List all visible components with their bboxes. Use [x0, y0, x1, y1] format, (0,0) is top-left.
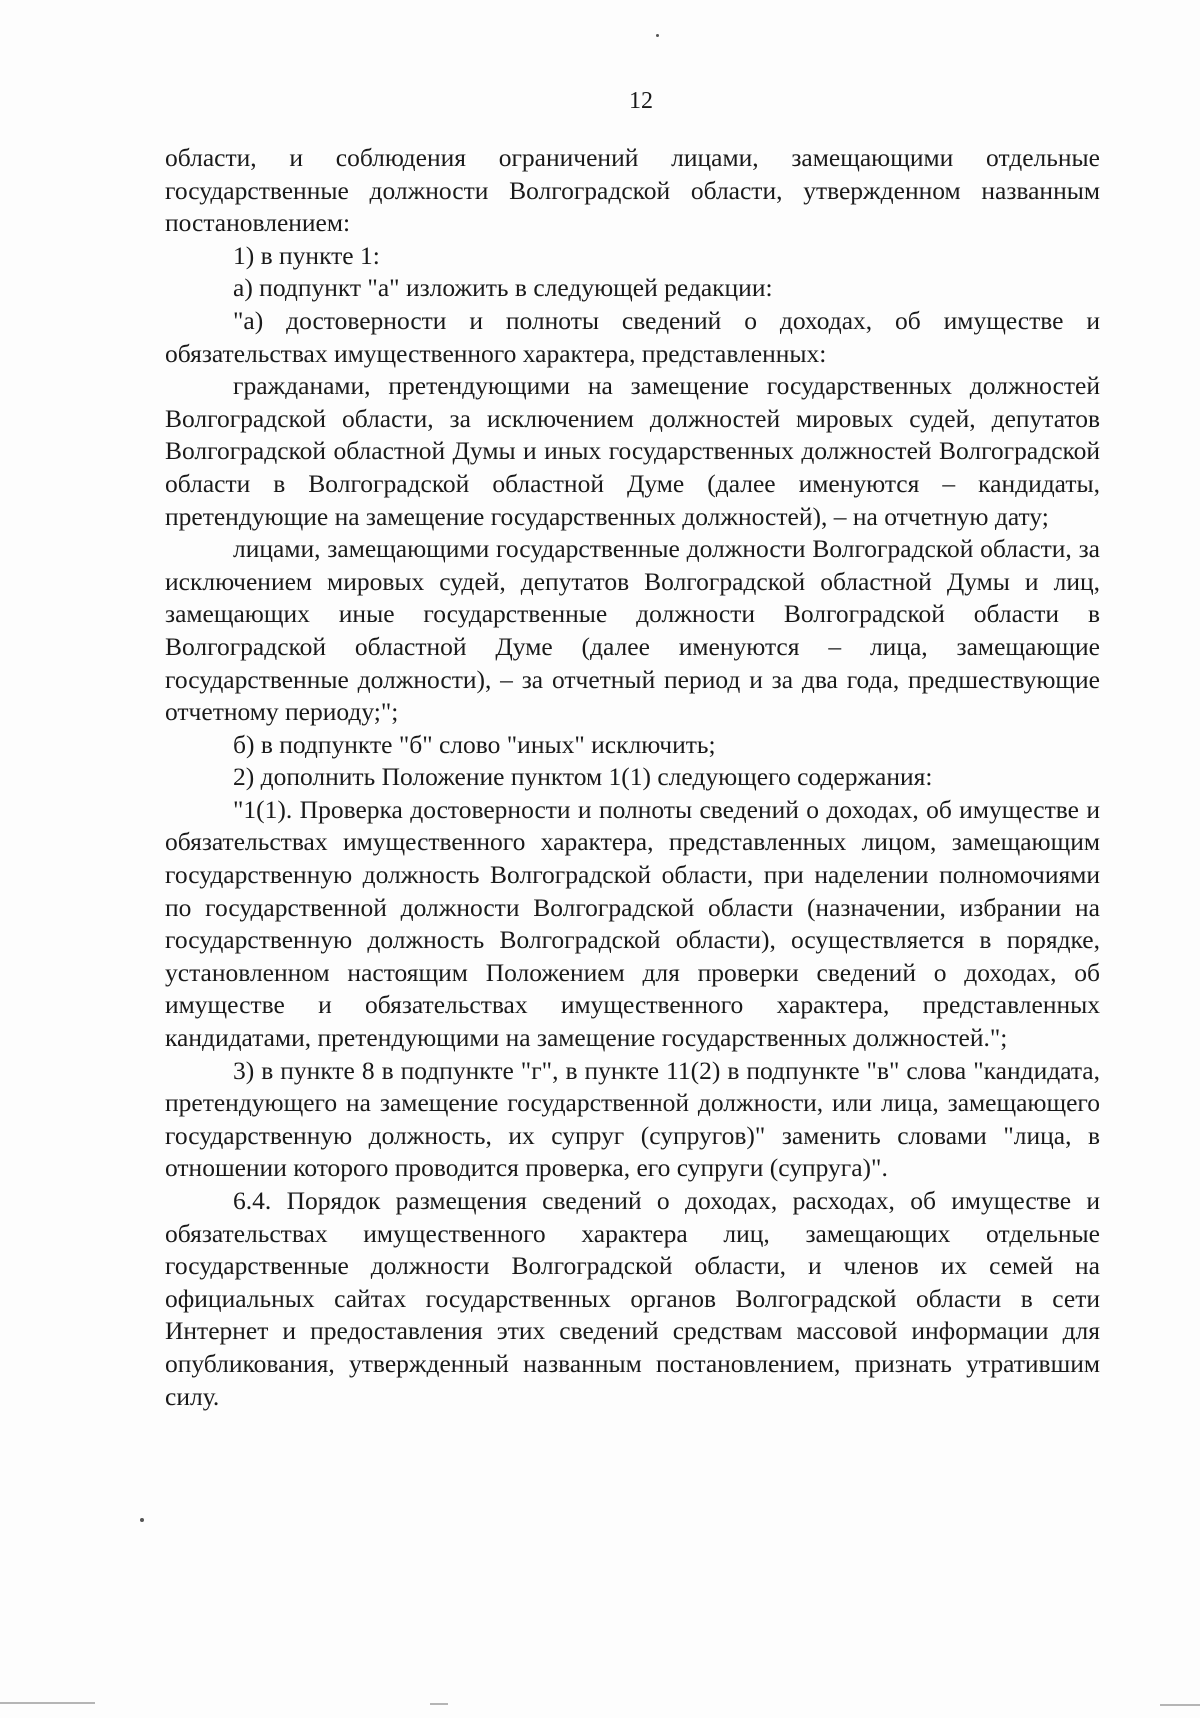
scan-speck: [656, 34, 659, 37]
paragraph-10: 3) в пункте 8 в подпункте "г", в пункте 11(2) в подпункте "в" слова "кандидата, претендующего на замещение государственной должности, или лица, замещающего государственную должность, их супруг (супругов)" заменить словами "лица, в отношении которого проводится проверка, его супруги (супруга)".: [165, 1055, 1100, 1183]
paragraph-9: "1(1). Проверка достоверности и полноты сведений о доходах, об имуществе и обязательствах имущественного характера, представленных лицом, замещающим государственную должность Волгоградской области, при наделении полномочиями по государственной должности Волгоградской области (назначении, избрании на государственную должность Волгоградской области), осуществляется в порядке, установленном настоящим Положением для проверки сведений о доходах, об имуществе и обязательствах имущественного характера, представленных кандидатами, претендующими на замещение государственных должностей.";: [165, 794, 1100, 1053]
paragraph-5: гражданами, претендующими на замещение государственных должностей Волгоградской области, за исключением должностей мировых судей, депутатов Волгоградской областной Думы и иных государственных должностей Волгоградской области в Волгоградской областной Думе (далее именуются – кандидаты, претендующие на замещение государственных должностей), – на отчетную дату;: [165, 371, 1100, 531]
paragraph-4: "а) достоверности и полноты сведений о доходах, об имуществе и обязательствах имущественного характера, представленных:: [165, 305, 1100, 368]
scan-edge-mark: [1160, 1704, 1200, 1706]
paragraph-11: 6.4. Порядок размещения сведений о доходах, расходах, об имуществе и обязательствах имущественного характера лиц, замещающих отдельные государственные должности Волгоградской области, и членов их семей на официальных сайтах государственных органов Волгоградской области в сети Интернет и предоставления этих сведений средствам массовой информации для опубликования, утвержденный названным постановлением, признать утратившим силу.: [165, 1186, 1100, 1411]
scan-speck: [140, 1518, 144, 1522]
paragraph-1: области, и соблюдения ограничений лицами, замещающими отдельные государственные должности Волгоградской области, утвержденном названным постановлением:: [165, 143, 1100, 238]
paragraph-2: 1) в пункте 1:: [233, 240, 380, 270]
paragraph-7: б) в подпункте "б" слово "иных" исключить;: [233, 729, 716, 759]
document-body: [165, 142, 1100, 1413]
paragraph-8: 2) дополнить Положение пунктом 1(1) следующего содержания:: [233, 762, 933, 792]
paragraph-3: а) подпункт "а" изложить в следующей редакции:: [233, 273, 773, 303]
scan-edge-mark: [0, 1702, 95, 1704]
paragraph-6: лицами, замещающими государственные должности Волгоградской области, за исключением мировых судей, депутатов Волгоградской областной Думы и лиц, замещающих иные государственные должности Волгоградской области в Волгоградской областной Думе (далее именуются – лица, замещающие государственные должности), – за отчетный период и за два года, предшествующие отчетному периоду;";: [165, 534, 1100, 727]
page-number: 12: [629, 88, 653, 114]
scan-edge-mark: [430, 1703, 448, 1705]
